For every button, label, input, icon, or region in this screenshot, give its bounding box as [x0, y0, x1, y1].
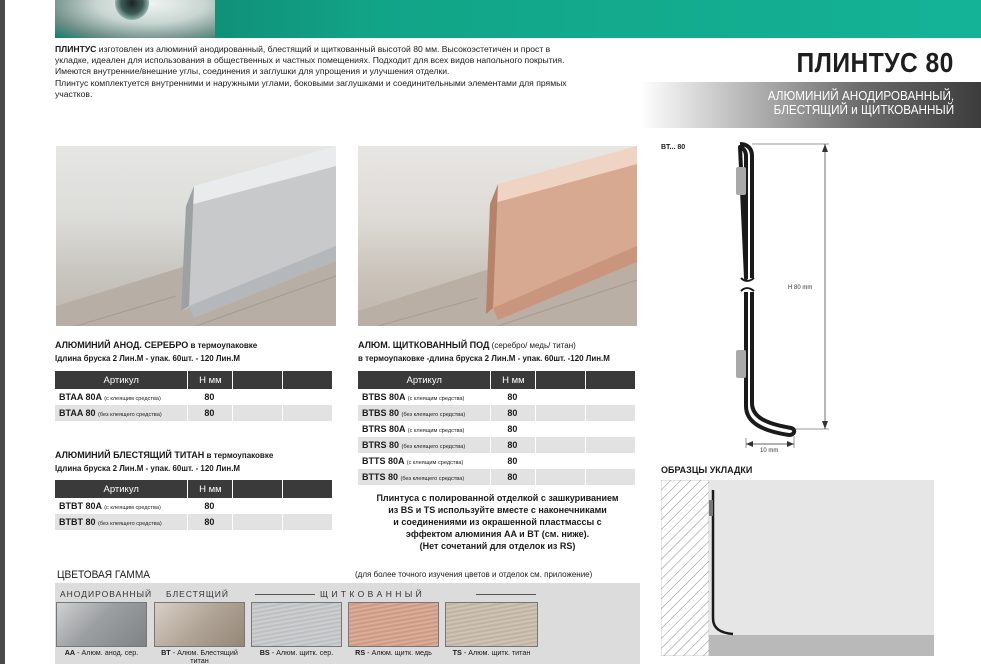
- col-header-blank: [233, 371, 283, 389]
- swatch-code: RS: [355, 648, 366, 657]
- col-header-blank: [233, 480, 283, 498]
- col-header-article: Артикул: [55, 480, 188, 498]
- finish-note: [355, 492, 640, 552]
- article-code: BTTS 80A: [362, 456, 405, 466]
- page-title: ПЛИНТУС 80: [796, 47, 954, 78]
- table-row: [358, 469, 636, 485]
- article-note: (с клеящим средства): [407, 396, 465, 402]
- section-silver-heading-tail: в термоупаковке: [188, 341, 258, 350]
- col-header-blank: [586, 371, 636, 389]
- samples-title: ОБРАЗЦЫ УКЛАДКИ: [661, 465, 753, 475]
- installation-sample-diagram: [661, 480, 934, 656]
- swatch-name: - Алюм. щитк. титан: [461, 648, 531, 657]
- height-value: 80: [491, 453, 536, 469]
- col-header-blank: [283, 480, 333, 498]
- swatch-label-bs: [251, 649, 342, 657]
- height-value: 80: [188, 389, 233, 405]
- table-titan: [55, 480, 333, 530]
- table-row: [358, 453, 636, 469]
- intro-line-4: Плинтус комплектуется внутренними и наружными углами, боковыми заглушками и соединительными элементами для прямых: [55, 77, 567, 88]
- swatch-name-2: титан: [190, 656, 209, 664]
- palette-cap-anodized: АНОДИРОВАННЫЙ: [60, 589, 153, 599]
- height-value: 80: [491, 389, 536, 405]
- section-brushed-heading-tail: (серебро/ медь/ титан): [489, 341, 576, 350]
- palette-cap-brushed: Щ И Т К О В А Н Н Ы Й: [320, 589, 423, 599]
- table-silver: [55, 371, 333, 421]
- swatch-code: BS: [259, 648, 270, 657]
- height-value: 80: [491, 405, 536, 421]
- height-value: 80: [188, 498, 233, 514]
- swatch-bt: [154, 602, 245, 647]
- swatch-label-ts: [445, 649, 538, 657]
- article-note: (с клеящим средства): [406, 460, 464, 466]
- article-note: (без клеящего средства): [401, 412, 466, 418]
- section-titan-heading: АЛЮМИНИЙ БЛЕСТЯЩИЙ ТИТАН: [55, 450, 205, 460]
- width-dimension-label: 10 mm: [760, 448, 779, 454]
- article-code: BTBS 80A: [362, 392, 406, 402]
- photo-copper-skirting: [358, 146, 637, 326]
- article-note: (без клеящего средства): [401, 444, 466, 450]
- intro-line-1: изготовлен из алюминий анодированный, блестящий и щиткованный высотой 80 мм. Высокоэстетичен и прост в: [96, 44, 551, 54]
- intro-line-5: участков.: [55, 88, 93, 99]
- swatch-bs: [251, 602, 342, 647]
- swatch-rs: [348, 602, 439, 647]
- swatch-name: - Алюм. щитк. сер.: [269, 648, 334, 657]
- palette-title: ЦВЕТОВАЯ ГАММА: [57, 569, 151, 581]
- col-header-hmm: Н мм: [491, 371, 536, 389]
- page-subtitle: [768, 89, 954, 117]
- article-code: BTRS 80: [362, 440, 400, 450]
- article-note: (без клеящего средства): [400, 476, 465, 482]
- article-note: (с клеящим средства): [104, 505, 161, 511]
- section-brushed-sub: в термоупаковке -длина бруска 2 Лин.М - упак. 60шт. -120 Лин.М: [358, 353, 610, 363]
- col-header-blank: [283, 371, 333, 389]
- height-dimension-label: H 80 mm: [788, 285, 813, 291]
- swatch-name: - Алюм. анод. сер.: [75, 648, 139, 657]
- table-row: [55, 498, 333, 514]
- height-value: 80: [188, 405, 233, 421]
- note-line-2: из BS и TS используйте вместе с наконечниками: [388, 505, 607, 515]
- eye-photo: [55, 0, 215, 38]
- intro-bold: ПЛИНТУС: [55, 44, 97, 54]
- photo-silver-skirting: [56, 146, 336, 326]
- subtitle-line-1: АЛЮМИНИЙ АНОДИРОВАННЫЙ,: [767, 88, 954, 103]
- intro-line-3: Имеются внутренние/внешние углы, соединения и заглушки для упрощения и улучшения отделки.: [55, 66, 450, 77]
- height-value: 80: [188, 514, 233, 530]
- header-banner: [55, 0, 981, 38]
- swatch-ts: [445, 602, 538, 647]
- note-line-1: Плинтуса с полированной отделкой с зашкуриванием: [376, 493, 619, 503]
- table-row: [358, 405, 636, 421]
- section-brushed-heading: АЛЮМ. ЩИТКОВАННЫЙ ПОД: [358, 340, 490, 350]
- section-titan-title: [55, 450, 273, 461]
- article-code: BTRS 80A: [362, 424, 406, 434]
- swatch-code: TS: [452, 648, 462, 657]
- swatch-code: AA: [64, 648, 76, 657]
- swatch-label-bt: [154, 649, 245, 664]
- section-silver-heading: АЛЮМИНИЙ АНОД. СЕРЕБРО: [55, 340, 189, 350]
- article-code: BTAA 80A: [59, 392, 102, 402]
- intro-line-2: укладке, идеален для использования в общественных и частных помещениях. Подходит для всех видов напольного покрытия.: [55, 55, 565, 66]
- palette-cap-line-left: [255, 594, 315, 595]
- palette-cap-line-right: [476, 594, 536, 595]
- swatch-aa: [56, 602, 147, 647]
- swatch-label-aa: [56, 649, 147, 657]
- article-note: (без клеящего средства): [98, 521, 162, 527]
- left-edge-rule: [0, 0, 5, 664]
- article-note: (без клеящего средства): [98, 412, 162, 418]
- article-code: BTBT 80A: [59, 501, 102, 511]
- palette-hint: (для более точного изучения цветов и отделок см. приложение): [355, 570, 593, 579]
- article-code: BTBT 80: [59, 517, 96, 527]
- table-row: [55, 405, 333, 421]
- col-header-hmm: Н мм: [188, 480, 233, 498]
- height-value: 80: [491, 469, 536, 485]
- section-titan-sub: Iдлина бруска 2 Лин.М - упак. 60шт. - 120 Лин.М: [55, 463, 241, 473]
- intro-text: [55, 44, 645, 100]
- section-silver-title: [55, 340, 257, 351]
- palette-cap-shiny: БЛЕСТЯЩИЙ: [166, 589, 230, 599]
- height-value: 80: [491, 437, 536, 453]
- col-header-hmm: Н мм: [188, 371, 233, 389]
- note-line-3: и соединениями из окрашенной пластмассы с: [393, 517, 602, 527]
- swatch-name: - Алюм. щитк. медь: [365, 648, 432, 657]
- table-row: [358, 437, 636, 453]
- note-line-5: (Нет сочетаний для отделок из RS): [419, 541, 576, 551]
- subtitle-line-2: БЛЕСТЯЩИЙ и ЩИТКОВАННЫЙ: [773, 102, 954, 117]
- profile-diagram: [648, 138, 981, 458]
- swatch-label-rs: [348, 649, 439, 657]
- table-row: [358, 389, 636, 405]
- col-header-article: Артикул: [358, 371, 491, 389]
- table-row: [55, 389, 333, 405]
- note-line-4: эффектом алюминия AA и BT (см. ниже).: [405, 529, 590, 539]
- article-note: (с клеящим средства): [407, 428, 465, 434]
- article-note: (с клеящим средства): [104, 396, 161, 402]
- height-value: 80: [491, 421, 536, 437]
- swatch-name: - Алюм. Блестящий: [170, 648, 238, 657]
- article-code: BTAA 80: [59, 408, 96, 418]
- section-brushed-title: [358, 340, 576, 351]
- profile-tag: BT... 80: [661, 144, 686, 151]
- col-header-article: Артикул: [55, 371, 188, 389]
- section-silver-sub: Iдлина бруска 2 Лин.М - упак. 60шт. - 120 Лин.М: [55, 353, 241, 363]
- article-code: BTBS 80: [362, 408, 400, 418]
- table-brushed: [358, 371, 636, 485]
- article-code: BTTS 80: [362, 472, 399, 482]
- table-row: [358, 421, 636, 437]
- section-titan-heading-tail: в термоупаковке: [204, 451, 274, 460]
- col-header-blank: [536, 371, 586, 389]
- swatch-code: BT: [161, 648, 171, 657]
- table-row: [55, 514, 333, 530]
